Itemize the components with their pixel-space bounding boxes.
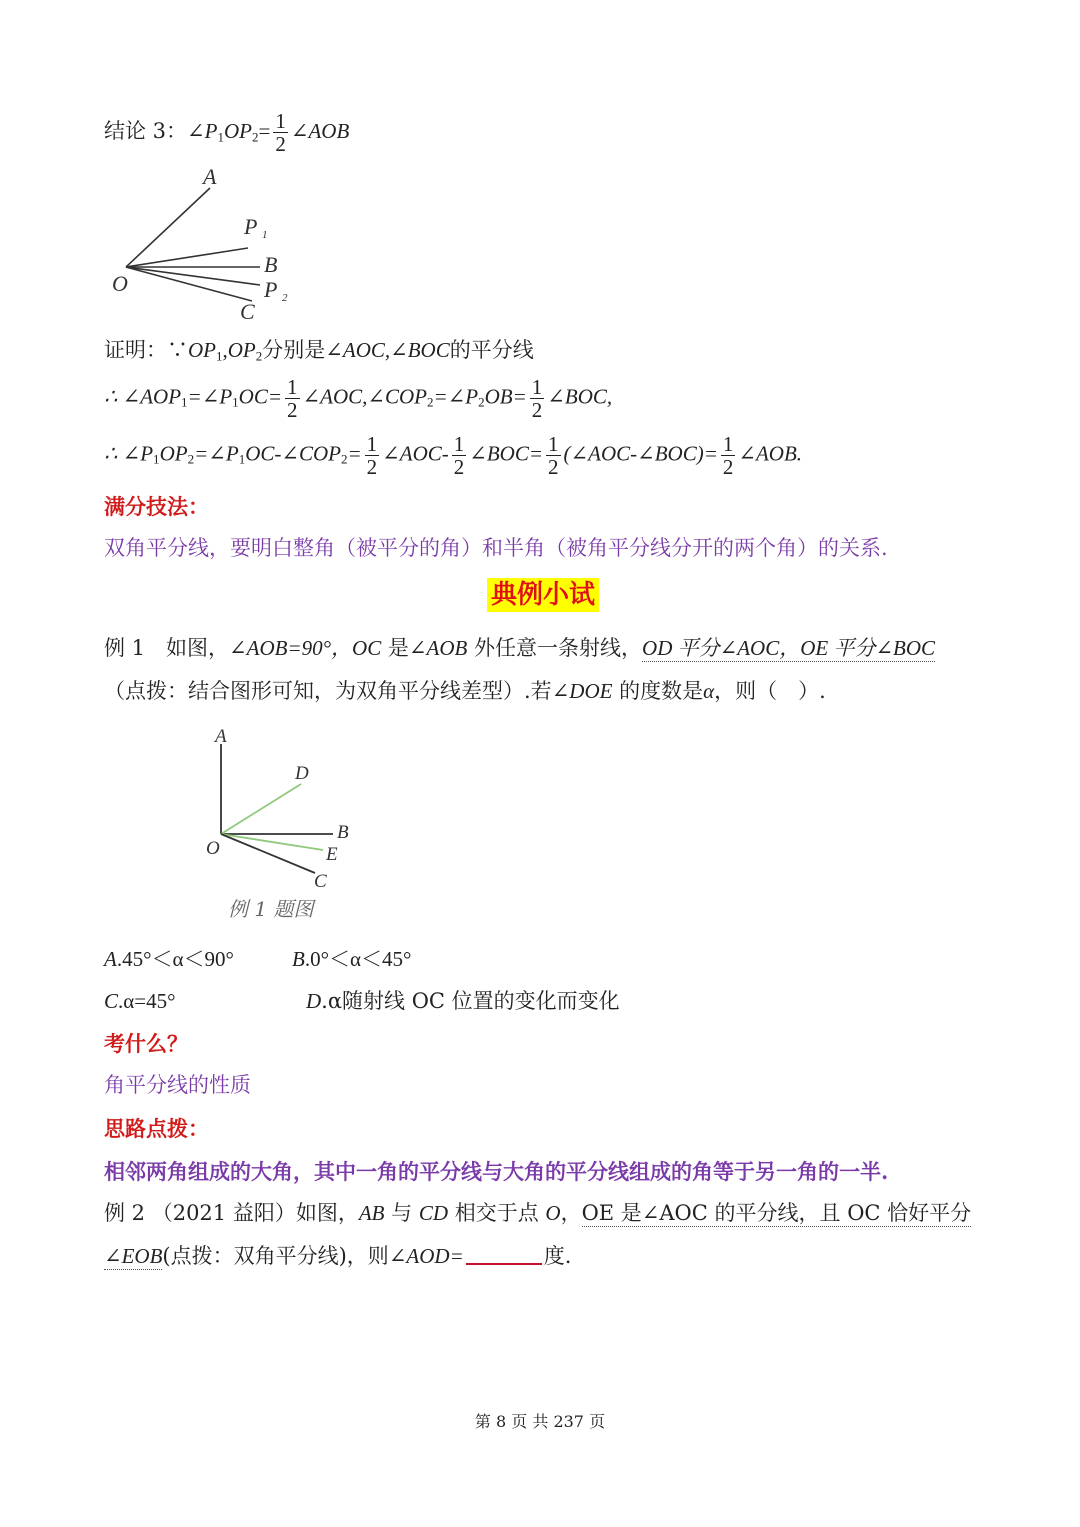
proof-line-3: ∴ $\angle P_1OP_2=\angle P_1OC-\angle COP_2=$ $\frac{1}{2}$ ∠AOC- $\frac{1}{2}$ ∠BOC= $\frac{1}{2}$ (∠AOC-∠BOC)= $\frac{1}{2}$ ∠AOB. xyxy=(104,432,803,480)
fraction: $\frac{1}{2}$ xyxy=(722,432,734,480)
proof-line-1: 证明：$\because OP_1,OP_2$分别是∠AOC,∠BOC的平分线 xyxy=(104,338,534,364)
example-1-line-1: 例 1 如图，∠AOB=90°，OC 是∠AOB 外任意一条射线，OD 平分∠AOC，OE 平分∠BOC xyxy=(104,636,936,660)
figure-caption: 例 1 题图 xyxy=(228,897,314,921)
ray-OC xyxy=(126,267,252,301)
tips-heading: 满分技法： xyxy=(104,494,209,519)
label-E: E xyxy=(326,844,338,865)
proof-label: 证明：∵ xyxy=(104,338,188,362)
fraction: $\frac{1}{2}$ xyxy=(275,109,286,157)
fraction: $\frac{1}{2}$ xyxy=(548,432,559,480)
label-P2: P xyxy=(264,277,278,302)
option-a[interactable]: A.45°＜α＜90° xyxy=(104,947,234,971)
example-2-line-2: ∠EOB(点拨：双角平分线)，则∠AOD= 度. xyxy=(104,1244,572,1268)
conclusion-label: 结论 3： xyxy=(104,119,188,144)
ray-OC xyxy=(221,834,315,873)
label-A: A xyxy=(203,164,217,189)
label-C: C xyxy=(240,299,255,324)
option-c[interactable]: C.α=45° xyxy=(104,989,176,1013)
label-O: O xyxy=(206,838,220,859)
test-point-heading: 考什么？ xyxy=(104,1031,188,1056)
proof-angles: ∠AOC,∠BOC xyxy=(325,338,450,362)
figure-angle-bisectors-1 xyxy=(100,160,300,330)
tips-text: 双角平分线，要明白整角（被平分的角）和半角（被角平分线分开的两个角）的关系. xyxy=(104,536,888,560)
figure-example-1 xyxy=(195,722,365,922)
example-2-line-1: 例 2 （2021 益阳）如图，AB 与 CD 相交于点 O，OE 是∠AOC 的平分线，且 OC 恰好平分 xyxy=(104,1201,972,1225)
label-P1-sub: 1 xyxy=(262,229,268,241)
label-B: B xyxy=(264,252,278,277)
example-1-line-2: （点拨：结合图形可知，为双角平分线差型）.若∠DOE 的度数是α，则（ ）. xyxy=(104,679,826,703)
ray-OP2 xyxy=(126,267,260,285)
option-d[interactable]: D.α随射线 OC 位置的变化而变化 xyxy=(306,989,620,1013)
conclusion-expr: $\angle P_1OP_2=$ xyxy=(187,119,271,145)
test-point-text: 角平分线的性质 xyxy=(104,1073,251,1097)
label-O: O xyxy=(112,271,128,296)
conclusion-3 xyxy=(104,110,349,155)
section-title-text: 典例小试 xyxy=(487,578,599,612)
label-B: B xyxy=(337,822,349,843)
proof-text: 分别是 xyxy=(262,338,326,362)
section-title xyxy=(487,580,599,611)
ray-OD xyxy=(221,784,301,834)
answer-blank[interactable] xyxy=(466,1262,542,1265)
fraction: $\frac{1}{2}$ xyxy=(531,375,543,423)
underlined-condition: OD 平分∠AOC，OE 平分∠BOC xyxy=(642,636,936,660)
label-P1: P xyxy=(244,214,258,239)
proof-text: 的平分线 xyxy=(449,338,534,362)
conclusion-rhs: ∠AOB xyxy=(290,119,350,144)
fraction: $\frac{1}{2}$ xyxy=(366,432,378,480)
idea-heading: 思路点拨： xyxy=(104,1116,209,1141)
ray-OE xyxy=(221,834,323,850)
proof-line-2: ∴ $\angle AOP_1=\angle P_1OC=$ $\frac{1}{2}$ $\angle AOC,\angle COP_2=\angle P_2OB=$ $\frac{1}{2}$ ∠BOC, xyxy=(104,375,613,423)
page-footer: 第 8 页 共 237 页 xyxy=(474,1412,606,1431)
label-D: D xyxy=(295,763,309,784)
label-C: C xyxy=(314,871,327,892)
label-P2-sub: 2 xyxy=(282,292,288,304)
label-A: A xyxy=(215,726,227,747)
option-b[interactable]: B.0°＜α＜45° xyxy=(292,947,412,971)
underlined-angle: ∠EOB xyxy=(104,1244,163,1268)
underlined-condition: OE 是∠AOC 的平分线，且 OC 恰好平分 xyxy=(581,1201,972,1225)
fraction: $\frac{1}{2}$ xyxy=(453,432,465,480)
idea-text: 相邻两角组成的大角，其中一角的平分线与大角的平分线组成的角等于另一角的一半. xyxy=(104,1159,889,1184)
fraction: $\frac{1}{2}$ xyxy=(287,375,298,423)
